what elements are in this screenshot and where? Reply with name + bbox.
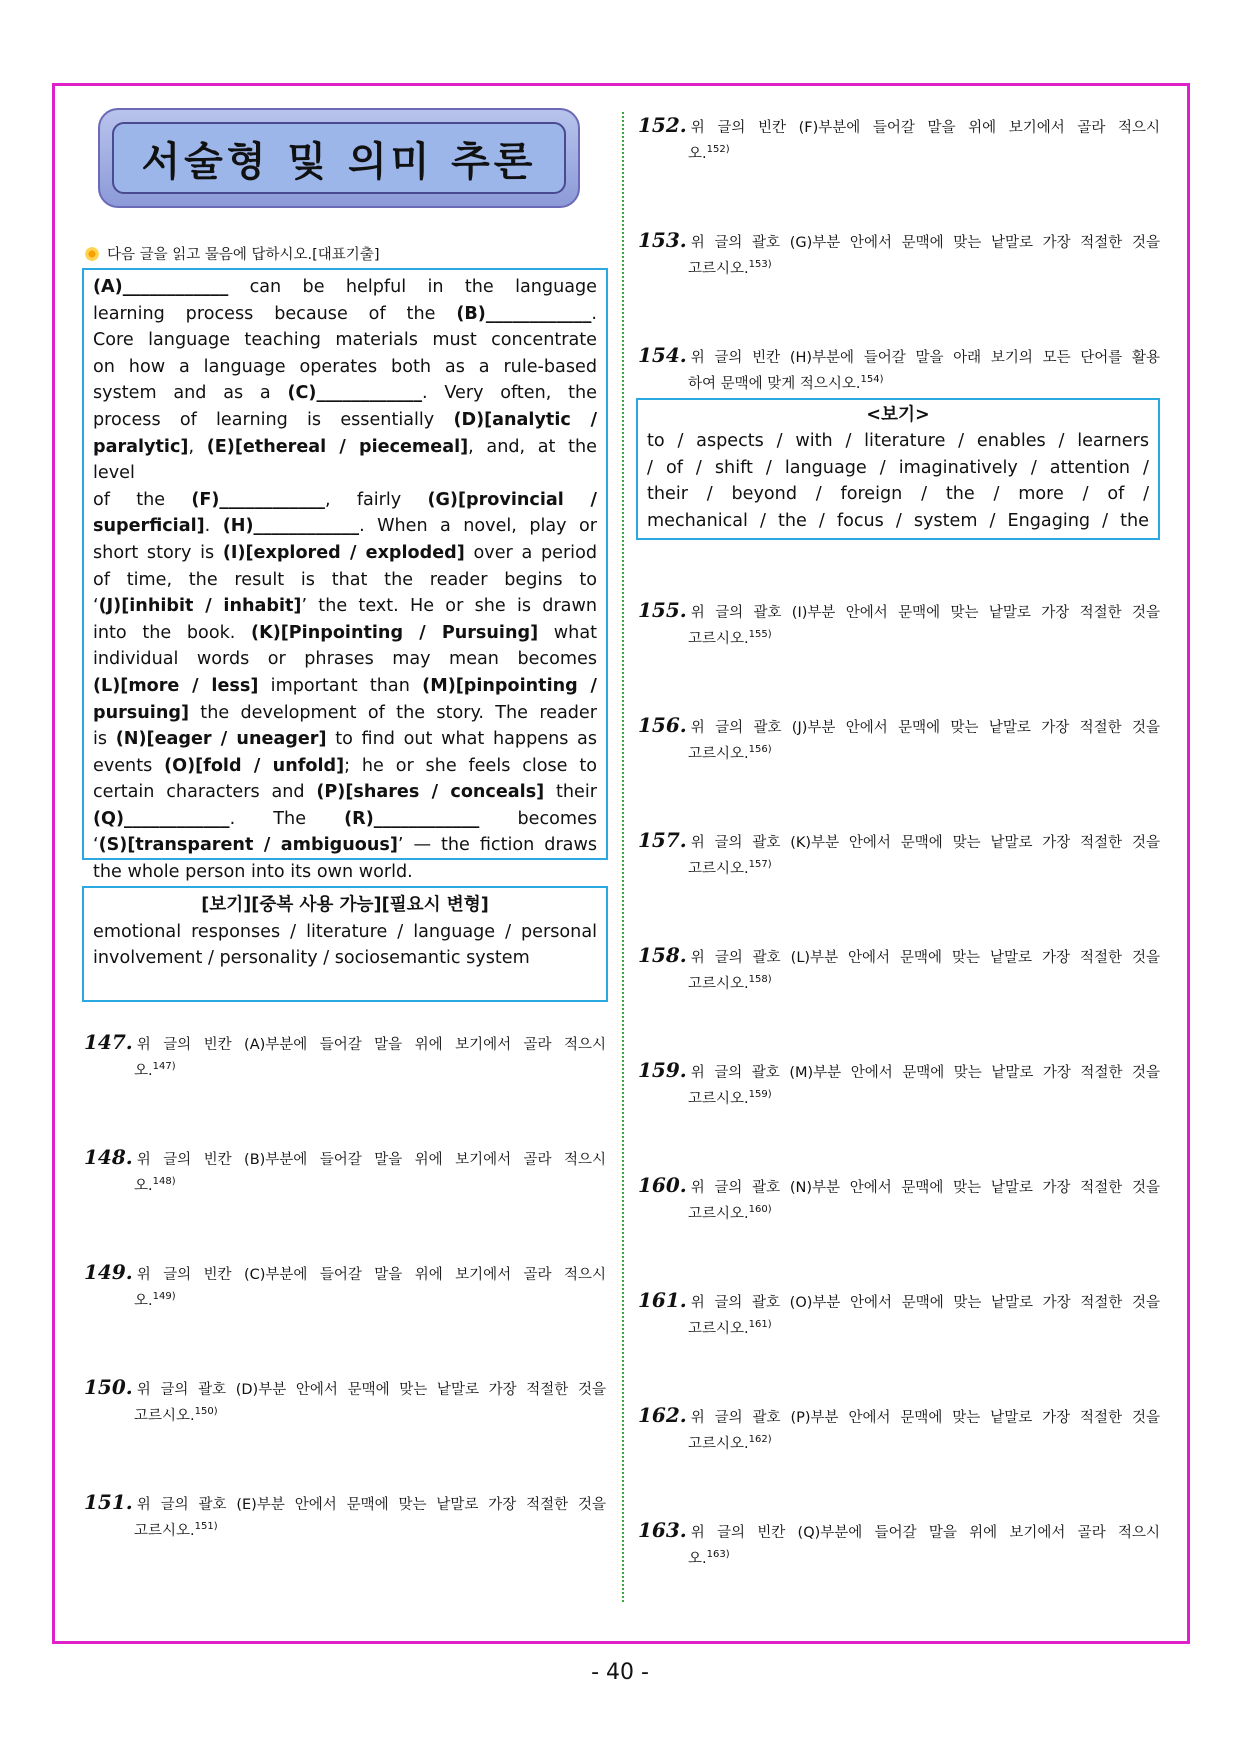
passage-blank: (G)[provincial / <box>427 489 597 510</box>
passage-text: can be helpful in the language <box>228 277 597 297</box>
question-item <box>638 600 1160 650</box>
instruction <box>84 243 379 264</box>
passage-text: process of learning is essentially <box>93 409 454 430</box>
passage-line <box>93 301 597 328</box>
passage-text: individual words or phrases may mean becomes <box>93 649 597 670</box>
passage-text: ‘ <box>93 596 99 617</box>
question-number: 149. <box>84 1260 133 1284</box>
passage-text: what <box>538 622 597 643</box>
passage-text: of time, the result is that the reader begins to <box>93 569 597 590</box>
footnote-ref: 155) <box>748 629 772 640</box>
question-continuation <box>84 1171 606 1197</box>
passage-text: into the book. <box>93 622 252 643</box>
passage-text: over a period <box>464 542 597 563</box>
question-continuation <box>638 739 1160 765</box>
question-item <box>84 1377 606 1427</box>
question-text-cont: 고르시오. <box>688 745 749 762</box>
passage-text: , and, at the level <box>93 436 597 484</box>
column-divider <box>622 112 624 1602</box>
instruction-text: 다음 글을 읽고 물음에 답하시오.[대표기출] <box>107 247 380 263</box>
word-box <box>82 886 608 1002</box>
question-number: 150. <box>84 1375 133 1399</box>
question-item <box>638 1290 1160 1340</box>
passage-line <box>93 700 597 727</box>
passage-text: important than <box>258 675 423 696</box>
question-continuation <box>638 1199 1160 1225</box>
passage-line <box>93 354 597 381</box>
question-continuation <box>638 854 1160 880</box>
question-continuation <box>638 254 1160 280</box>
question-continuation <box>638 624 1160 650</box>
question-item <box>638 715 1160 765</box>
question-text-cont: 고르시오. <box>688 1320 749 1337</box>
footnote-ref: 160) <box>748 1204 772 1215</box>
question-item <box>84 1492 606 1542</box>
question-text-cont: 고르시오. <box>688 860 749 877</box>
question-number: 147. <box>84 1030 133 1054</box>
question-item <box>84 1262 606 1312</box>
passage-line <box>93 779 597 806</box>
passage-blank: (B)____________ <box>456 303 592 324</box>
question-number: 159. <box>638 1058 687 1082</box>
question-item <box>638 1405 1160 1455</box>
question-item <box>638 230 1160 280</box>
question-number: 152. <box>638 113 687 137</box>
passage-line <box>93 726 597 753</box>
passage-blank: superficial] <box>93 516 205 537</box>
question-text-cont: 오. <box>688 1550 707 1567</box>
passage-line <box>93 274 597 301</box>
question-text-cont: 고르시오. <box>688 260 749 277</box>
question-continuation <box>84 1056 606 1082</box>
question-continuation <box>638 1084 1160 1110</box>
question-text-cont: 오. <box>134 1062 153 1079</box>
passage-blank: (H)____________ <box>222 516 360 537</box>
question-item <box>638 945 1160 995</box>
question-text-cont: 고르시오. <box>134 1407 195 1424</box>
footnote-ref: 149) <box>152 1291 176 1302</box>
question-number: 151. <box>84 1490 133 1514</box>
question-continuation <box>638 1544 1160 1570</box>
question-item <box>84 1032 606 1082</box>
passage-line <box>93 753 597 780</box>
title-banner <box>98 108 580 208</box>
passage-text: to find out what happens as <box>326 729 597 750</box>
passage-blank: (M)[pinpointing / <box>422 675 597 696</box>
question-text-cont: 오. <box>134 1292 153 1309</box>
question-number: 163. <box>638 1518 687 1542</box>
passage-line <box>93 434 597 487</box>
title-inner <box>112 122 566 194</box>
question-number: 153. <box>638 228 687 252</box>
passage-text: becomes <box>479 808 598 829</box>
question-text: 위 글의 빈칸 (F)부분에 들어갈 말을 위에 보기에서 골라 적으시 <box>690 120 1160 136</box>
passage-blank: pursuing] <box>93 702 189 723</box>
footnote-ref: 154) <box>860 374 884 385</box>
example-box-line: mechanical / the / focus / system / Engaging / the <box>647 510 1149 531</box>
footnote-ref: 158) <box>748 974 772 985</box>
passage-line <box>93 407 597 434</box>
passage-text: system and as a <box>93 383 288 404</box>
passage-text: events <box>93 755 165 776</box>
passage-line <box>93 859 597 886</box>
question-continuation <box>84 1516 606 1542</box>
question-text: 위 글의 괄호 (M)부분 안에서 문맥에 맞는 낱말로 가장 적절한 것을 <box>690 1065 1160 1081</box>
footnote-ref: 147) <box>152 1061 176 1072</box>
question-text-cont: 고르시오. <box>688 630 749 647</box>
passage-text: learning process because of the <box>93 303 457 324</box>
question-continuation <box>84 1286 606 1312</box>
footnote-ref: 163) <box>706 1549 730 1560</box>
passage-line <box>93 327 597 354</box>
passage-blank: (E)[ethereal / piecemeal] <box>206 436 469 457</box>
footnote-ref: 152) <box>706 144 730 155</box>
section-title: 서술형 및 의미 추론 <box>141 138 537 185</box>
passage-blank: (A)____________ <box>93 277 229 297</box>
question-item <box>638 830 1160 880</box>
passage-blank: (Q)____________ <box>93 808 230 829</box>
passage-line <box>93 487 597 514</box>
passage-text: , <box>188 436 207 457</box>
question-number: 161. <box>638 1288 687 1312</box>
passage-line <box>93 593 597 620</box>
question-text: 위 글의 빈칸 (A)부분에 들어갈 말을 위에 보기에서 골라 적으시 <box>136 1037 606 1053</box>
footnote-ref: 162) <box>748 1434 772 1445</box>
question-text: 위 글의 괄호 (O)부분 안에서 문맥에 맞는 낱말로 가장 적절한 것을 <box>690 1295 1160 1311</box>
question-text-cont: 고르시오. <box>688 1090 749 1107</box>
question-continuation <box>638 969 1160 995</box>
question-text: 위 글의 괄호 (I)부분 안에서 문맥에 맞는 낱말로 가장 적절한 것을 <box>690 605 1160 621</box>
passage-text: ‘ <box>93 835 99 856</box>
question-text: 위 글의 괄호 (L)부분 안에서 문맥에 맞는 낱말로 가장 적절한 것을 <box>690 950 1160 966</box>
passage-blank: (J)[inhibit / inhabit] <box>98 596 302 617</box>
question-number: 158. <box>638 943 687 967</box>
passage-text: . <box>204 516 223 537</box>
question-item <box>638 345 1160 395</box>
question-item <box>638 1175 1160 1225</box>
question-text: 위 글의 괄호 (P)부분 안에서 문맥에 맞는 낱말로 가장 적절한 것을 <box>690 1410 1160 1426</box>
passage-line <box>93 540 597 567</box>
question-text-cont: 하여 문맥에 맞게 적으시오. <box>688 375 861 392</box>
example-box-line: / of / shift / language / imaginatively / attention / <box>647 457 1149 478</box>
passage-text: short story is <box>93 542 223 563</box>
passage-text: is <box>93 729 116 750</box>
question-number: 154. <box>638 343 687 367</box>
question-item <box>638 115 1160 165</box>
passage-line <box>93 620 597 647</box>
page-number: - 40 - <box>591 1660 649 1685</box>
passage-blank: (I)[explored / exploded] <box>222 542 465 563</box>
passage-text: Core language teaching materials must concentrate <box>93 330 597 351</box>
question-number: 155. <box>638 598 687 622</box>
footnote-ref: 157) <box>748 859 772 870</box>
passage-line <box>93 673 597 700</box>
passage-text: of the <box>93 489 192 510</box>
passage-text: . Very often, the <box>422 383 597 404</box>
question-item <box>638 1520 1160 1570</box>
question-item <box>84 1147 606 1197</box>
passage-blank: paralytic] <box>93 436 189 457</box>
question-item <box>638 1060 1160 1110</box>
question-continuation <box>84 1401 606 1427</box>
passage-text: their <box>544 782 597 803</box>
question-text: 위 글의 괄호 (D)부분 안에서 문맥에 맞는 낱말로 가장 적절한 것을 <box>136 1382 606 1398</box>
question-text: 위 글의 괄호 (K)부분 안에서 문맥에 맞는 낱말로 가장 적절한 것을 <box>690 835 1160 851</box>
question-text-cont: 오. <box>688 145 707 162</box>
passage-line <box>93 646 597 673</box>
passage-blank: (N)[eager / uneager] <box>115 729 327 750</box>
question-text-cont: 고르시오. <box>688 1205 749 1222</box>
passage-blank: (S)[transparent / ambiguous] <box>98 835 398 856</box>
passage-blank: (D)[analytic / <box>453 409 597 430</box>
question-number: 160. <box>638 1173 687 1197</box>
question-continuation <box>638 1429 1160 1455</box>
passage-blank: (P)[shares / conceals] <box>316 782 545 803</box>
passage-text: . When a novel, play or <box>359 516 597 537</box>
question-number: 157. <box>638 828 687 852</box>
passage-text: the whole person into its own world. <box>93 862 413 883</box>
passage-blank: (L)[more / less] <box>93 675 259 696</box>
question-text: 위 글의 괄호 (N)부분 안에서 문맥에 맞는 낱말로 가장 적절한 것을 <box>690 1180 1160 1196</box>
passage-text: ’ the text. He or she is drawn <box>301 596 597 617</box>
example-box <box>636 398 1160 540</box>
passage-text: . The <box>229 808 345 829</box>
example-box-title: <보기> <box>866 405 930 425</box>
footnote-ref: 151) <box>194 1521 218 1532</box>
passage-blank: (R)____________ <box>344 808 480 829</box>
question-continuation <box>638 139 1160 165</box>
passage-text: . <box>591 303 597 324</box>
footnote-ref: 156) <box>748 744 772 755</box>
question-number: 148. <box>84 1145 133 1169</box>
question-continuation <box>638 369 1160 395</box>
question-text-cont: 고르시오. <box>688 975 749 992</box>
question-text: 위 글의 빈칸 (B)부분에 들어갈 말을 위에 보기에서 골라 적으시 <box>136 1152 606 1168</box>
passage-text: the development of the story. The reader <box>188 702 597 723</box>
word-box-title: [보기][중복 사용 가능][필요시 변형] <box>201 895 489 915</box>
passage-blank: (C)____________ <box>287 383 423 404</box>
footnote-ref: 150) <box>194 1406 218 1417</box>
footnote-ref: 159) <box>748 1089 772 1100</box>
question-number: 156. <box>638 713 687 737</box>
question-continuation <box>638 1314 1160 1340</box>
passage-box <box>82 268 608 883</box>
passage-line <box>93 513 597 540</box>
question-text: 위 글의 빈칸 (C)부분에 들어갈 말을 위에 보기에서 골라 적으시 <box>136 1267 606 1283</box>
passage-line <box>93 806 597 833</box>
question-text: 위 글의 괄호 (G)부분 안에서 문맥에 맞는 낱말로 가장 적절한 것을 <box>690 235 1160 251</box>
passage-text: ; he or she feels close to <box>344 755 597 776</box>
passage-text: on how a language operates both as a rule-based <box>93 356 597 377</box>
footnote-ref: 148) <box>152 1176 176 1187</box>
question-text: 위 글의 빈칸 (Q)부분에 들어갈 말을 위에 보기에서 골라 적으시 <box>690 1525 1160 1541</box>
flower-icon <box>84 246 100 262</box>
passage-text: certain characters and <box>93 782 317 803</box>
passage-blank: (F)____________ <box>191 489 325 510</box>
question-text-cont: 고르시오. <box>134 1522 195 1539</box>
example-box-line: their / beyond / foreign / the / more / of / <box>647 484 1149 505</box>
question-number: 162. <box>638 1403 687 1427</box>
passage-blank: (K)[Pinpointing / Pursuing] <box>251 622 539 643</box>
passage-line <box>93 832 597 859</box>
passage-line <box>93 567 597 594</box>
question-text-cont: 오. <box>134 1177 153 1194</box>
example-box-line: to / aspects / with / literature / enables / learners <box>647 431 1149 452</box>
question-text: 위 글의 괄호 (J)부분 안에서 문맥에 맞는 낱말로 가장 적절한 것을 <box>690 720 1160 736</box>
passage-text: , fairly <box>324 489 428 510</box>
footnote-ref: 161) <box>748 1319 772 1330</box>
passage-blank: (O)[fold / unfold] <box>164 755 345 776</box>
passage-line <box>93 380 597 407</box>
question-text: 위 글의 괄호 (E)부분 안에서 문맥에 맞는 낱말로 가장 적절한 것을 <box>136 1497 606 1513</box>
word-box-body: emotional responses / literature / language / personal involvement / personality / sociosemantic system <box>93 921 597 969</box>
question-text: 위 글의 빈칸 (H)부분에 들어갈 말을 아래 보기의 모든 단어를 활용 <box>690 350 1160 366</box>
question-text-cont: 고르시오. <box>688 1435 749 1452</box>
footnote-ref: 153) <box>748 259 772 270</box>
passage-text: ’ — the fiction draws <box>397 835 598 856</box>
